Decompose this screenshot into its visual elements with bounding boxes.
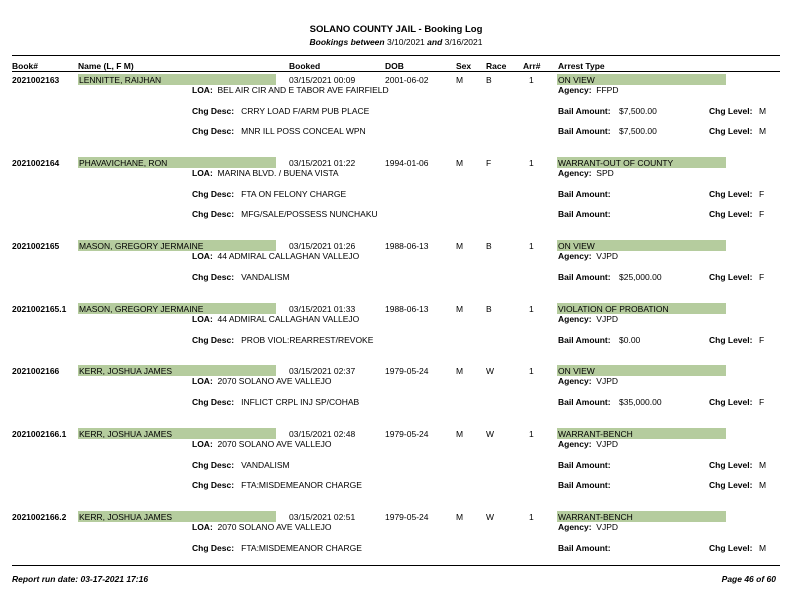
chg-level-label: Chg Level: <box>709 543 753 553</box>
arrest-number: 1 <box>529 75 534 85</box>
date-of-birth: 2001-06-02 <box>385 75 429 85</box>
arresting-agency <box>558 168 614 178</box>
agency-label: Agency: <box>558 439 592 449</box>
arresting-agency <box>558 251 618 261</box>
chg-level-value: F <box>759 272 765 282</box>
col-header-sex: Sex <box>456 61 472 71</box>
date-of-birth: 1979-05-24 <box>385 429 429 439</box>
arrest-type: ON VIEW <box>557 74 726 85</box>
chg-desc-value: VANDALISM <box>241 272 290 282</box>
sex-value: M <box>456 366 464 376</box>
agency-value: VJPD <box>596 251 619 261</box>
sex-value: M <box>456 158 464 168</box>
loa-label: LOA: <box>192 168 213 178</box>
chg-desc-value: FTA:MISDEMEANOR CHARGE <box>241 543 362 553</box>
charge-description <box>192 106 369 116</box>
bail-amount-label: Bail Amount: <box>558 543 611 553</box>
chg-level-value: M <box>759 106 767 116</box>
chg-desc-label: Chg Desc: <box>192 397 235 407</box>
bail-amount-label: Bail Amount: <box>558 272 611 282</box>
inmate-name: PHAVAVICHANE, RON <box>78 157 276 168</box>
booked-datetime: 03/15/2021 00:09 <box>289 75 356 85</box>
booking-number: 2021002163 <box>12 75 60 85</box>
location-of-arrest <box>192 251 359 261</box>
loa-label: LOA: <box>192 376 213 386</box>
bail-amount-label: Bail Amount: <box>558 460 611 470</box>
chg-desc-value: FTA:MISDEMEANOR CHARGE <box>241 480 362 490</box>
loa-label: LOA: <box>192 314 213 324</box>
chg-level-label: Chg Level: <box>709 335 753 345</box>
inmate-name: LENNITTE, RAIJHAN <box>78 74 276 85</box>
charge-description <box>192 126 366 136</box>
loa-label: LOA: <box>192 522 213 532</box>
report-title: SOLANO COUNTY JAIL - Booking Log <box>309 24 483 35</box>
sex-value: M <box>456 512 464 522</box>
inmate-name: KERR, JOSHUA JAMES <box>78 365 276 376</box>
page-number: Page 46 of 60 <box>721 574 776 584</box>
bail-amount-value: $35,000.00 <box>619 397 662 407</box>
agency-value: VJPD <box>596 439 619 449</box>
location-of-arrest <box>192 522 332 532</box>
chg-level-value: F <box>759 209 765 219</box>
charge-description <box>192 543 362 553</box>
chg-level-value: M <box>759 460 767 470</box>
race-value: B <box>486 75 492 85</box>
header-bottom-rule <box>12 71 780 72</box>
arresting-agency <box>558 85 618 95</box>
report-subtitle <box>0 37 792 47</box>
chg-desc-value: MFG/SALE/POSSESS NUNCHAKU <box>241 209 378 219</box>
location-of-arrest <box>192 376 332 386</box>
subtitle-and: and <box>427 37 443 47</box>
booking-number: 2021002166.2 <box>12 512 67 522</box>
loa-label: LOA: <box>192 251 213 261</box>
col-header-book: Book# <box>12 61 38 71</box>
agency-value: FFPD <box>596 85 619 95</box>
chg-desc-label: Chg Desc: <box>192 335 235 345</box>
charge-description <box>192 335 373 345</box>
agency-value: SPD <box>596 168 614 178</box>
agency-label: Agency: <box>558 314 592 324</box>
bail-amount-label: Bail Amount: <box>558 189 611 199</box>
booking-number: 2021002166.1 <box>12 429 67 439</box>
booked-datetime: 03/15/2021 01:26 <box>289 241 356 251</box>
chg-desc-label: Chg Desc: <box>192 106 235 116</box>
bail-amount-value: $0.00 <box>619 335 641 345</box>
inmate-name: MASON, GREGORY JERMAINE <box>78 240 276 251</box>
chg-desc-label: Chg Desc: <box>192 209 235 219</box>
date-of-birth: 1994-01-06 <box>385 158 429 168</box>
report-run-date: Report run date: 03-17-2021 17:16 <box>12 574 149 584</box>
arresting-agency <box>558 376 618 386</box>
chg-desc-label: Chg Desc: <box>192 189 235 199</box>
bail-amount-label: Bail Amount: <box>558 480 611 490</box>
col-header-arr: Arr# <box>523 61 541 71</box>
arrest-number: 1 <box>529 241 534 251</box>
loa-value: 44 ADMIRAL CALLAGHAN VALLEJO <box>217 251 360 261</box>
bail-amount-label: Bail Amount: <box>558 335 611 345</box>
booked-datetime: 03/15/2021 02:48 <box>289 429 356 439</box>
inmate-name: KERR, JOSHUA JAMES <box>78 428 276 439</box>
chg-level-value: M <box>759 543 767 553</box>
chg-level-label: Chg Level: <box>709 209 753 219</box>
sex-value: M <box>456 75 464 85</box>
sex-value: M <box>456 304 464 314</box>
bail-amount-label: Bail Amount: <box>558 209 611 219</box>
agency-label: Agency: <box>558 251 592 261</box>
arrest-type: ON VIEW <box>557 365 726 376</box>
arrest-number: 1 <box>529 158 534 168</box>
sex-value: M <box>456 241 464 251</box>
charge-description <box>192 209 378 219</box>
date-to: 3/16/2021 <box>444 37 483 47</box>
chg-level-value: F <box>759 189 765 199</box>
loa-value: 2070 SOLANO AVE VALLEJO <box>217 522 332 532</box>
location-of-arrest <box>192 314 359 324</box>
arrest-type: WARRANT-OUT OF COUNTY <box>557 157 726 168</box>
charge-description <box>192 397 359 407</box>
booked-datetime: 03/15/2021 02:51 <box>289 512 356 522</box>
booked-datetime: 03/15/2021 01:33 <box>289 304 356 314</box>
chg-level-value: M <box>759 126 767 136</box>
arresting-agency <box>558 439 618 449</box>
date-of-birth: 1988-06-13 <box>385 304 429 314</box>
chg-level-label: Chg Level: <box>709 106 753 116</box>
chg-desc-value: FTA ON FELONY CHARGE <box>241 189 347 199</box>
chg-level-label: Chg Level: <box>709 189 753 199</box>
agency-label: Agency: <box>558 522 592 532</box>
location-of-arrest <box>192 168 339 178</box>
race-value: B <box>486 304 492 314</box>
chg-desc-value: PROB VIOL:REARREST/REVOKE <box>241 335 374 345</box>
col-header-dob: DOB <box>385 61 404 71</box>
race-value: W <box>486 429 495 439</box>
chg-level-value: F <box>759 335 765 345</box>
loa-value: 2070 SOLANO AVE VALLEJO <box>217 376 332 386</box>
col-header-booked: Booked <box>289 61 321 71</box>
chg-desc-value: CRRY LOAD F/ARM PUB PLACE <box>241 106 370 116</box>
chg-desc-label: Chg Desc: <box>192 126 235 136</box>
booking-number: 2021002165 <box>12 241 60 251</box>
footer-rule <box>12 565 780 566</box>
arresting-agency <box>558 314 618 324</box>
agency-value: VJPD <box>596 522 619 532</box>
charge-description <box>192 460 290 470</box>
subtitle-prefix: Bookings between <box>309 37 385 47</box>
booking-number: 2021002164 <box>12 158 60 168</box>
arrest-number: 1 <box>529 429 534 439</box>
chg-desc-label: Chg Desc: <box>192 543 235 553</box>
header-top-rule <box>12 55 780 56</box>
arrest-type: WARRANT-BENCH <box>557 428 726 439</box>
booking-number: 2021002166 <box>12 366 60 376</box>
charge-description <box>192 272 290 282</box>
location-of-arrest <box>192 85 389 95</box>
chg-level-label: Chg Level: <box>709 397 753 407</box>
bail-amount-value: $25,000.00 <box>619 272 662 282</box>
date-of-birth: 1979-05-24 <box>385 366 429 376</box>
chg-desc-label: Chg Desc: <box>192 460 235 470</box>
bail-amount-value: $7,500.00 <box>619 126 657 136</box>
date-from: 3/10/2021 <box>386 37 425 47</box>
agency-value: VJPD <box>596 376 619 386</box>
agency-label: Agency: <box>558 168 592 178</box>
race-value: F <box>486 158 492 168</box>
charge-description <box>192 480 362 490</box>
chg-desc-label: Chg Desc: <box>192 272 235 282</box>
agency-label: Agency: <box>558 85 592 95</box>
arrest-number: 1 <box>529 512 534 522</box>
agency-label: Agency: <box>558 376 592 386</box>
bail-amount-label: Bail Amount: <box>558 106 611 116</box>
bail-amount-label: Bail Amount: <box>558 126 611 136</box>
col-header-arrest-type: Arrest Type <box>558 61 605 71</box>
arrest-number: 1 <box>529 366 534 376</box>
chg-level-label: Chg Level: <box>709 126 753 136</box>
chg-desc-value: MNR ILL POSS CONCEAL WPN <box>241 126 366 136</box>
arrest-type: ON VIEW <box>557 240 726 251</box>
charge-description <box>192 189 346 199</box>
date-of-birth: 1988-06-13 <box>385 241 429 251</box>
chg-desc-label: Chg Desc: <box>192 480 235 490</box>
loa-label: LOA: <box>192 85 213 95</box>
col-header-race: Race <box>486 61 507 71</box>
chg-level-label: Chg Level: <box>709 272 753 282</box>
inmate-name: KERR, JOSHUA JAMES <box>78 511 276 522</box>
col-header-name: Name (L, F M) <box>78 61 134 71</box>
booking-number: 2021002165.1 <box>12 304 67 314</box>
bail-amount-label: Bail Amount: <box>558 397 611 407</box>
chg-desc-value: INFLICT CRPL INJ SP/COHAB <box>241 397 360 407</box>
arrest-type: WARRANT-BENCH <box>557 511 726 522</box>
booked-datetime: 03/15/2021 02:37 <box>289 366 356 376</box>
loa-value: BEL AIR CIR AND E TABOR AVE FAIRFIELD <box>217 85 389 95</box>
agency-value: VJPD <box>596 314 619 324</box>
chg-level-label: Chg Level: <box>709 480 753 490</box>
loa-label: LOA: <box>192 439 213 449</box>
bail-amount-value: $7,500.00 <box>619 106 657 116</box>
chg-level-value: F <box>759 397 765 407</box>
chg-level-label: Chg Level: <box>709 460 753 470</box>
arrest-number: 1 <box>529 304 534 314</box>
date-of-birth: 1979-05-24 <box>385 512 429 522</box>
inmate-name: MASON, GREGORY JERMAINE <box>78 303 276 314</box>
loa-value: 44 ADMIRAL CALLAGHAN VALLEJO <box>217 314 360 324</box>
sex-value: M <box>456 429 464 439</box>
loa-value: MARINA BLVD. / BUENA VISTA <box>217 168 339 178</box>
chg-desc-value: VANDALISM <box>241 460 290 470</box>
chg-level-value: M <box>759 480 767 490</box>
arrest-type: VIOLATION OF PROBATION <box>557 303 726 314</box>
loa-value: 2070 SOLANO AVE VALLEJO <box>217 439 332 449</box>
booked-datetime: 03/15/2021 01:22 <box>289 158 356 168</box>
race-value: W <box>486 512 495 522</box>
race-value: B <box>486 241 492 251</box>
arresting-agency <box>558 522 618 532</box>
race-value: W <box>486 366 495 376</box>
location-of-arrest <box>192 439 332 449</box>
